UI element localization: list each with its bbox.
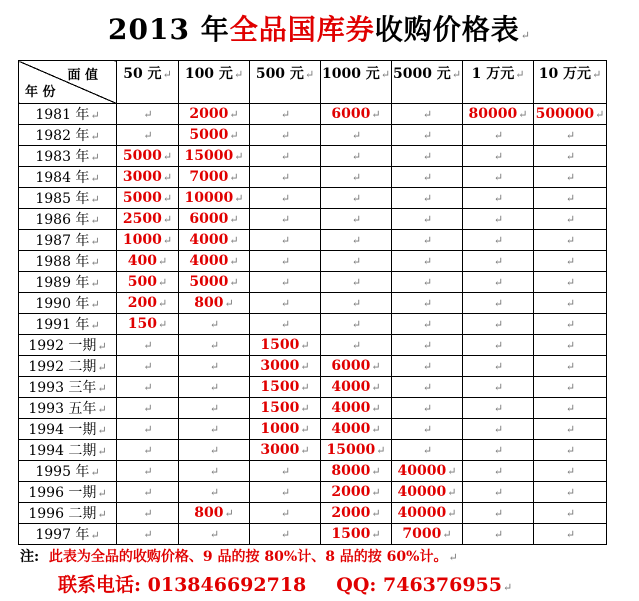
empty-cell: ↵: [250, 146, 321, 167]
price-cell: 80000↵: [463, 104, 534, 125]
empty-cell: ↵: [392, 272, 463, 293]
empty-cell: ↵: [250, 167, 321, 188]
empty-cell: ↵: [179, 461, 250, 482]
empty-cell: ↵: [534, 482, 607, 503]
empty-cell: ↵: [463, 503, 534, 524]
empty-cell: ↵: [534, 335, 607, 356]
empty-cell: ↵: [117, 335, 179, 356]
price-cell: 800↵: [179, 503, 250, 524]
price-cell: 3000↵: [250, 440, 321, 461]
title-prefix: 2013 年: [108, 13, 230, 46]
empty-cell: ↵: [321, 335, 392, 356]
table-row: [19, 167, 607, 188]
footnote: [20, 546, 458, 566]
empty-cell: ↵: [463, 146, 534, 167]
paragraph-mark-icon: ↵: [503, 581, 513, 594]
table-row: [19, 104, 607, 125]
year-cell: 1994 一期↵: [19, 419, 117, 440]
empty-cell: ↵: [321, 272, 392, 293]
empty-cell: ↵: [179, 419, 250, 440]
title-highlight: 全品国库券: [229, 13, 375, 46]
empty-cell: ↵: [392, 167, 463, 188]
price-cell: 5000↵: [179, 125, 250, 146]
empty-cell: ↵: [463, 524, 534, 545]
table-header-row: [19, 61, 607, 104]
price-cell: 500000↵: [534, 104, 607, 125]
empty-cell: ↵: [179, 377, 250, 398]
price-cell: 4000↵: [321, 419, 392, 440]
empty-cell: ↵: [534, 251, 607, 272]
empty-cell: ↵: [463, 356, 534, 377]
empty-cell: ↵: [117, 398, 179, 419]
paragraph-mark-icon: ↵: [448, 551, 458, 564]
empty-cell: ↵: [321, 125, 392, 146]
price-cell: 1500↵: [250, 398, 321, 419]
empty-cell: ↵: [392, 125, 463, 146]
price-cell: 4000↵: [321, 398, 392, 419]
table-row: [19, 272, 607, 293]
empty-cell: ↵: [392, 251, 463, 272]
year-cell: 1983 年↵: [19, 146, 117, 167]
price-cell: 15000↵: [179, 146, 250, 167]
table-row: [19, 461, 607, 482]
empty-cell: ↵: [392, 398, 463, 419]
empty-cell: ↵: [250, 524, 321, 545]
empty-cell: ↵: [117, 125, 179, 146]
table-row: [19, 524, 607, 545]
empty-cell: ↵: [250, 482, 321, 503]
price-cell: 150↵: [117, 314, 179, 335]
table-row: [19, 125, 607, 146]
empty-cell: ↵: [534, 230, 607, 251]
price-cell: 2500↵: [117, 209, 179, 230]
empty-cell: ↵: [534, 209, 607, 230]
page-title: [0, 8, 639, 48]
empty-cell: ↵: [250, 461, 321, 482]
column-header: 100 元↵: [179, 61, 250, 104]
empty-cell: ↵: [534, 314, 607, 335]
empty-cell: ↵: [392, 377, 463, 398]
empty-cell: ↵: [179, 440, 250, 461]
price-cell: 6000↵: [179, 209, 250, 230]
empty-cell: ↵: [463, 125, 534, 146]
title-suffix: 收购价格表: [374, 13, 520, 46]
column-header: 1 万元↵: [463, 61, 534, 104]
empty-cell: ↵: [250, 104, 321, 125]
empty-cell: ↵: [392, 209, 463, 230]
contact-phone: 联系电话: 013846692718: [58, 574, 307, 596]
year-cell: 1993 五年↵: [19, 398, 117, 419]
empty-cell: ↵: [463, 293, 534, 314]
price-cell: 500↵: [117, 272, 179, 293]
empty-cell: ↵: [463, 419, 534, 440]
empty-cell: ↵: [392, 440, 463, 461]
empty-cell: ↵: [250, 209, 321, 230]
empty-cell: ↵: [321, 314, 392, 335]
price-table: [18, 60, 607, 545]
price-cell: 800↵: [179, 293, 250, 314]
price-cell: 1000↵: [250, 419, 321, 440]
empty-cell: ↵: [463, 230, 534, 251]
year-cell: 1985 年↵: [19, 188, 117, 209]
price-cell: 1500↵: [321, 524, 392, 545]
empty-cell: ↵: [392, 314, 463, 335]
empty-cell: ↵: [321, 251, 392, 272]
year-cell: 1992 二期↵: [19, 356, 117, 377]
empty-cell: ↵: [117, 503, 179, 524]
empty-cell: ↵: [463, 377, 534, 398]
contact-qq: QQ: 746376955: [336, 574, 502, 596]
empty-cell: ↵: [250, 125, 321, 146]
year-cell: 1992 一期↵: [19, 335, 117, 356]
empty-cell: ↵: [250, 251, 321, 272]
price-cell: 40000↵: [392, 482, 463, 503]
year-cell: 1991 年↵: [19, 314, 117, 335]
empty-cell: ↵: [463, 272, 534, 293]
price-cell: 6000↵: [321, 104, 392, 125]
price-cell: 10000↵: [179, 188, 250, 209]
price-cell: 4000↵: [179, 230, 250, 251]
table-row: [19, 482, 607, 503]
table-row: [19, 293, 607, 314]
empty-cell: ↵: [534, 419, 607, 440]
price-cell: 4000↵: [321, 377, 392, 398]
empty-cell: ↵: [179, 482, 250, 503]
empty-cell: ↵: [534, 272, 607, 293]
table-row: [19, 356, 607, 377]
corner-face-label: 面 值: [67, 68, 98, 83]
empty-cell: ↵: [250, 293, 321, 314]
year-cell: 1987 年↵: [19, 230, 117, 251]
price-cell: 3000↵: [250, 356, 321, 377]
empty-cell: ↵: [534, 524, 607, 545]
contact-line: [58, 570, 512, 597]
price-cell: 6000↵: [321, 356, 392, 377]
year-cell: 1993 三年↵: [19, 377, 117, 398]
price-cell: 1500↵: [250, 335, 321, 356]
table-row: [19, 209, 607, 230]
empty-cell: ↵: [463, 335, 534, 356]
empty-cell: ↵: [321, 209, 392, 230]
empty-cell: ↵: [534, 398, 607, 419]
empty-cell: ↵: [463, 398, 534, 419]
empty-cell: ↵: [463, 314, 534, 335]
year-cell: 1996 二期↵: [19, 503, 117, 524]
empty-cell: ↵: [117, 461, 179, 482]
table-row: [19, 230, 607, 251]
price-cell: 2000↵: [321, 482, 392, 503]
empty-cell: ↵: [463, 482, 534, 503]
empty-cell: ↵: [392, 146, 463, 167]
empty-cell: ↵: [463, 167, 534, 188]
empty-cell: ↵: [392, 419, 463, 440]
empty-cell: ↵: [179, 314, 250, 335]
empty-cell: ↵: [321, 293, 392, 314]
year-cell: 1989 年↵: [19, 272, 117, 293]
empty-cell: ↵: [250, 230, 321, 251]
price-cell: 2000↵: [179, 104, 250, 125]
empty-cell: ↵: [321, 167, 392, 188]
empty-cell: ↵: [250, 188, 321, 209]
price-cell: 1500↵: [250, 377, 321, 398]
empty-cell: ↵: [534, 188, 607, 209]
empty-cell: ↵: [463, 188, 534, 209]
empty-cell: ↵: [392, 293, 463, 314]
empty-cell: ↵: [392, 356, 463, 377]
table-row: [19, 398, 607, 419]
empty-cell: ↵: [463, 440, 534, 461]
empty-cell: ↵: [321, 188, 392, 209]
table-row: [19, 440, 607, 461]
price-cell: 1000↵: [117, 230, 179, 251]
table-body: [19, 104, 607, 545]
price-cell: 400↵: [117, 251, 179, 272]
price-cell: 4000↵: [179, 251, 250, 272]
price-cell: 2000↵: [321, 503, 392, 524]
empty-cell: ↵: [179, 335, 250, 356]
empty-cell: ↵: [179, 398, 250, 419]
price-cell: 40000↵: [392, 503, 463, 524]
table-row: [19, 377, 607, 398]
empty-cell: ↵: [250, 314, 321, 335]
table-row: [19, 188, 607, 209]
price-cell: 3000↵: [117, 167, 179, 188]
price-cell: 8000↵: [321, 461, 392, 482]
empty-cell: ↵: [250, 272, 321, 293]
corner-year-label: 年 份: [25, 85, 56, 100]
empty-cell: ↵: [392, 335, 463, 356]
column-header: 50 元↵: [117, 61, 179, 104]
price-cell: 5000↵: [179, 272, 250, 293]
empty-cell: ↵: [534, 167, 607, 188]
empty-cell: ↵: [321, 230, 392, 251]
year-cell: 1997 年↵: [19, 524, 117, 545]
price-cell: 7000↵: [179, 167, 250, 188]
empty-cell: ↵: [117, 377, 179, 398]
footnote-lead: 注:: [20, 549, 40, 565]
empty-cell: ↵: [534, 461, 607, 482]
empty-cell: ↵: [250, 503, 321, 524]
year-cell: 1986 年↵: [19, 209, 117, 230]
year-cell: 1988 年↵: [19, 251, 117, 272]
year-cell: 1990 年↵: [19, 293, 117, 314]
empty-cell: ↵: [534, 146, 607, 167]
empty-cell: ↵: [117, 356, 179, 377]
empty-cell: ↵: [463, 209, 534, 230]
price-cell: 5000↵: [117, 188, 179, 209]
empty-cell: ↵: [117, 482, 179, 503]
price-cell: 5000↵: [117, 146, 179, 167]
empty-cell: ↵: [321, 146, 392, 167]
empty-cell: ↵: [534, 440, 607, 461]
price-cell: 40000↵: [392, 461, 463, 482]
table-row: [19, 503, 607, 524]
year-cell: 1996 一期↵: [19, 482, 117, 503]
empty-cell: ↵: [534, 503, 607, 524]
empty-cell: ↵: [534, 293, 607, 314]
column-header: 10 万元↵: [534, 61, 607, 104]
table-row: [19, 314, 607, 335]
table-row: [19, 146, 607, 167]
column-header: 5000 元↵: [392, 61, 463, 104]
empty-cell: ↵: [117, 104, 179, 125]
empty-cell: ↵: [534, 377, 607, 398]
price-cell: 7000↵: [392, 524, 463, 545]
price-cell: 200↵: [117, 293, 179, 314]
year-cell: 1994 二期↵: [19, 440, 117, 461]
empty-cell: ↵: [463, 251, 534, 272]
table-row: [19, 335, 607, 356]
empty-cell: ↵: [534, 125, 607, 146]
empty-cell: ↵: [534, 356, 607, 377]
empty-cell: ↵: [179, 524, 250, 545]
empty-cell: ↵: [179, 356, 250, 377]
empty-cell: ↵: [392, 188, 463, 209]
empty-cell: ↵: [392, 230, 463, 251]
year-cell: 1981 年↵: [19, 104, 117, 125]
empty-cell: ↵: [463, 461, 534, 482]
price-cell: 15000↵: [321, 440, 392, 461]
table-corner-cell: [19, 61, 117, 104]
empty-cell: ↵: [117, 524, 179, 545]
year-cell: 1984 年↵: [19, 167, 117, 188]
column-header: 500 元↵: [250, 61, 321, 104]
year-cell: 1982 年↵: [19, 125, 117, 146]
column-header: 1000 元↵: [321, 61, 392, 104]
year-cell: 1995 年↵: [19, 461, 117, 482]
empty-cell: ↵: [392, 104, 463, 125]
table-row: [19, 419, 607, 440]
paragraph-mark-icon: ↵: [520, 29, 531, 42]
footnote-text: 此表为全品的收购价格、9 品的按 80%计、8 品的按 60%计。: [48, 549, 448, 565]
empty-cell: ↵: [117, 440, 179, 461]
empty-cell: ↵: [117, 419, 179, 440]
table-row: [19, 251, 607, 272]
